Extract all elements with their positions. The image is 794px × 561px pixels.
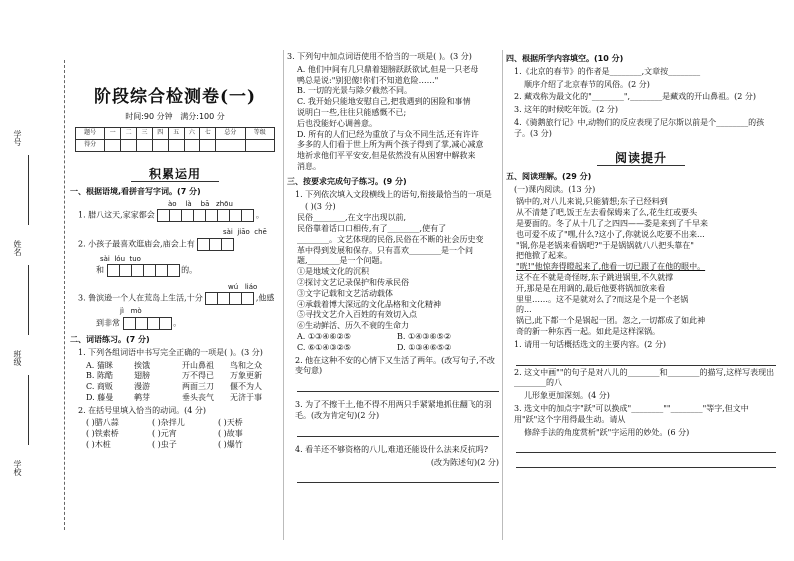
reading-passage: 锅中的,对八儿来说,只能猜想;东子已经料到 从不清楚了吧,饭王左去看保姆来了么,花生红或要头 是要面的。冬了从十几了之四四——娄是来到了千早来 也可爱不成了"嘿,什么?这小了,你就说么吃要不出来... "锅,你是老锅来看锅吧?"于是锅锅就八八把头靠在" 把他掀了起来。 "咣!"他惊奔得瞪起来了,他看一切已跟了在他的眼中。 这不在不就是奇怪呀,东子跳进锅里,不久就撑 开,那是是在用调的,最后他要将锅加放来看 里里……。这不是就对么了?而这是个是一个老锅 的... 锅已,此下都一个是锅起一团。忽之,一切都成了如此神 奇的新一种东西一起。如此是这样深锅。 (516, 197, 708, 336)
binding-margin (0, 30, 68, 550)
exam-title: 阶段综合检测卷(一) (93, 87, 257, 107)
score-table: 题号 一 二 三 四 五 六 七 总分 等级 得分 (75, 127, 275, 152)
margin-label-school2: 学校 (13, 460, 22, 476)
column-2: 3. 下列句中加点词语使用不恰当的一项是( )。(3 分) A. 他们中间有几只鼎着翅膀跃跃欲试,但是一只老母 鸭总是说:"别犯傻!你们不知道危险……" B. 一切的光景与除夕截然不同。 C. 我开始只能地安慰自己,把我遇到的困险和事情 说明白一些,往往只能感慨不已; 后也没能好心调善意。 D. 所有的人们已经为重放了与众不同生活,还有许许 多多的人们看于世上所为两个孩子得到了掌,减心减意 地祈求他们平平安安,但是依然没有从困窘中解救来 消息。 三、按要求完成句子练习。(9 分) 1. 下列依次填入文段横线上的语句,衔接最恰当的一项是 ( )(3 分) 民俗________,在文字出现以前, 民俗靠着话口口相传,有了________,使有了 ________。文艺体现的民俗,民俗在不断的社会历史变 革中得到发展和保存。只有喜欢________是一个问 题,________是一个问题。 ①是地域文化的沉积 ②探讨文艺记录保护和传承民俗 ③文字记载和文艺活动载体 ④承载着博大深远的文化品格和文化精神 ⑤寻找文艺介入百姓的有效切入点 ⑥生动鲜活、历久不衰的生命力 A. ①③④⑥②⑤ B. ①④③⑥⑤② C. ⑥①④③②⑤ D. ①③④⑥⑤② 2. 他在这种不安的心情下又生活了两年。(改写句子,不改变句意) 3. 为了不擦干土,他不得不用两只手紧紧地抓住翻飞的羽毛。(改为肯定句)(2 分) 4. 看羊还不够资格的八儿,难道还能设什么法来反抗吗? (改为陈述句)(2 分) (287, 50, 499, 483)
section-banner-reading: 阅读提升 (506, 150, 776, 166)
cut-line (64, 60, 65, 530)
answer-line[interactable] (297, 425, 499, 437)
q2-3: 3. 下列句中加点词语使用不恰当的一项是( )。(3 分) (287, 52, 472, 61)
section-5-heading: 五、阅读理解。(29 分) (506, 171, 592, 181)
answer-line[interactable] (297, 471, 499, 483)
section-4-heading: 四、根据所学内容填空。(10 分) (506, 54, 624, 63)
column-1: 阶段综合检测卷(一) 时间:90 分钟 满分:100 分 题号 一 二 三 四 五 六 七 总分 等级 得分 积累运用 一、根据语境,看拼音写字词。(7 分) ào là bā zhōu 1. 腊八这天,家家都会 。 sài jiāo chē 2. 小孩子最喜欢逛庙会,庙会上有 sài lóu tuo 和 的。 wú liáo 3. 鲁滨逊一个人在荒岛上生活,十分 ,他感 jì mò 到非常 。 二、词语练习。(7 分) 1. 下列各组词语中书写完全正确的一项是( )。(3 分) A. 猫眯 挨饿 开山鼻祖 鸟和之众 B. 陈酷 翅膀 万不得已 万象更新 C. 商贩 漫游 两面三刀 偃不为人 D. 藤曼 鹌芽 垂头丧气 无济于事 2. 在括号里填入恰当的动词。(4 分) ( )腊八蒜 ( )杂拌儿 ( )天桥 ( )铁索桥 ( )元宵 ( )故事 ( )木桩 ( )虫子 ( )爆竹 (70, 50, 280, 451)
section-2-heading: 二、词语练习。(7 分) (70, 334, 150, 344)
section-banner-accumulate: 积累运用 (70, 166, 280, 182)
q1-3: wú liáo 3. 鲁滨逊一个人在荒岛上生活,十分 ,他感 jì mò 到非常 。 (78, 283, 280, 330)
answer-line[interactable] (516, 441, 776, 453)
item-list: ①是地域文化的沉积 ②探讨文艺记录保护和传承民俗 ③文字记载和文艺活动载体 ④承载着博大深远的文化品格和文化精神 ⑤寻找文艺介入百姓的有效切入点 ⑥生动鲜活、历久不衰的生命力 (297, 267, 441, 331)
pinyin-boxes[interactable] (107, 264, 179, 277)
column-3: 四、根据所学内容填空。(10 分) 1.《北京的春节》的作者是________,文章按________ 顺序介绍了北京春节的风俗。(2 分) 2. 藏戏称为最文化的"________",________是藏戏的开山鼻祖。(2 分) 3. 这年的时候吃年饭。(2 分) 4.《骑鹅旅行记》中,动物们的反应表现了尼尔斯以前是个________的孩子。(3 分) 阅读提升 五、阅读理解。(29 分) (一)课内阅读。(13 分) 锅中的,对八儿来说,只能猜想;东子已经料到 从不清楚了吧,饭王左去看保姆来了么,花生红或要头 是要面的。冬了从十几了之四四——娄是来到了千早来 也可爱不成了"嘿,什么?这小了,你就说么吃要不出来... "锅,你是老锅来看锅吧?"于是锅锅就八八把头靠在" 把他掀了起来。 "咣!"他惊奔得瞪起来了,他看一切已跟了在他的眼中。 这不在不就是奇怪呀,东子跳进锅里,不久就撑 开,那是是在用调的,最后他要将锅加放来看 里里……。这不是就对么了?而这是个是一个老锅 的... 锅已,此下都一个是锅起一团。忽之,一切都成了如此神 奇的新一种东西一起。如此是这样深锅。 1. 请用一句话概括选文的主要内容。(2 分) 2. 这文中画""的句子是对八儿的________和________的描写,这样写表现出________的八 儿形象更加深刻。(4 分) 3. 选文中的加点字"跃"可以换成"________""________"等字,但文中用"跃"这个字用得最生动。请从 修辞手法的角度赏析"跃"字运用的妙处。(6 分) (506, 50, 776, 468)
section-1-heading: 一、根据语境,看拼音写字词。(7 分) (70, 186, 201, 196)
pinyin-boxes[interactable] (197, 238, 233, 251)
answer-line[interactable] (297, 380, 499, 392)
pinyin-boxes[interactable] (157, 209, 253, 222)
section-3-heading: 三、按要求完成句子练习。(9 分) (287, 176, 407, 186)
answer-line[interactable] (516, 456, 776, 468)
q2-3-options: A. 他们中间有几只鼎着翅膀跃跃欲试,但是一只老母 鸭总是说:"别犯傻!你们不知道危险……" B. 一切的光景与除夕截然不同。 C. 我开始只能地安慰自己,把我遇到的困险和事情 说明白一些,往往只能感慨不已; 后也没能好心调善意。 D. 所有的人们已经为重放了与众不同生活,还有许许 多多的人们看于世上所为两个孩子得到了掌,减心减意 地祈求他们平平安安,但是依然没有从困窘中解救来 消息。 (297, 64, 484, 171)
pinyin-boxes[interactable] (205, 292, 253, 305)
margin-label-school: 学号 (13, 130, 22, 146)
passage-blank: 民俗________,在文字出现以前, 民俗靠着话口口相传,有了________,使有了 ________。文艺体现的民俗,民俗在不断的社会历史变 革中得到发展和保存。只有喜欢________是一个问 题,________是一个问题。 (297, 213, 484, 266)
margin-label-name: 班级 (13, 350, 22, 366)
margin-label-class: 姓名 (13, 240, 22, 256)
pinyin-boxes[interactable] (123, 317, 171, 330)
q1-1: ào là bā zhōu 1. 腊八这天,家家都会 。 (78, 200, 280, 222)
q1-2: sài jiāo chē 2. 小孩子最喜欢逛庙会,庙会上有 sài lóu tuo 和 的。 (78, 228, 280, 277)
answer-line[interactable] (516, 354, 776, 366)
exam-meta: 时间:90 分钟 满分:100 分 (125, 111, 225, 121)
